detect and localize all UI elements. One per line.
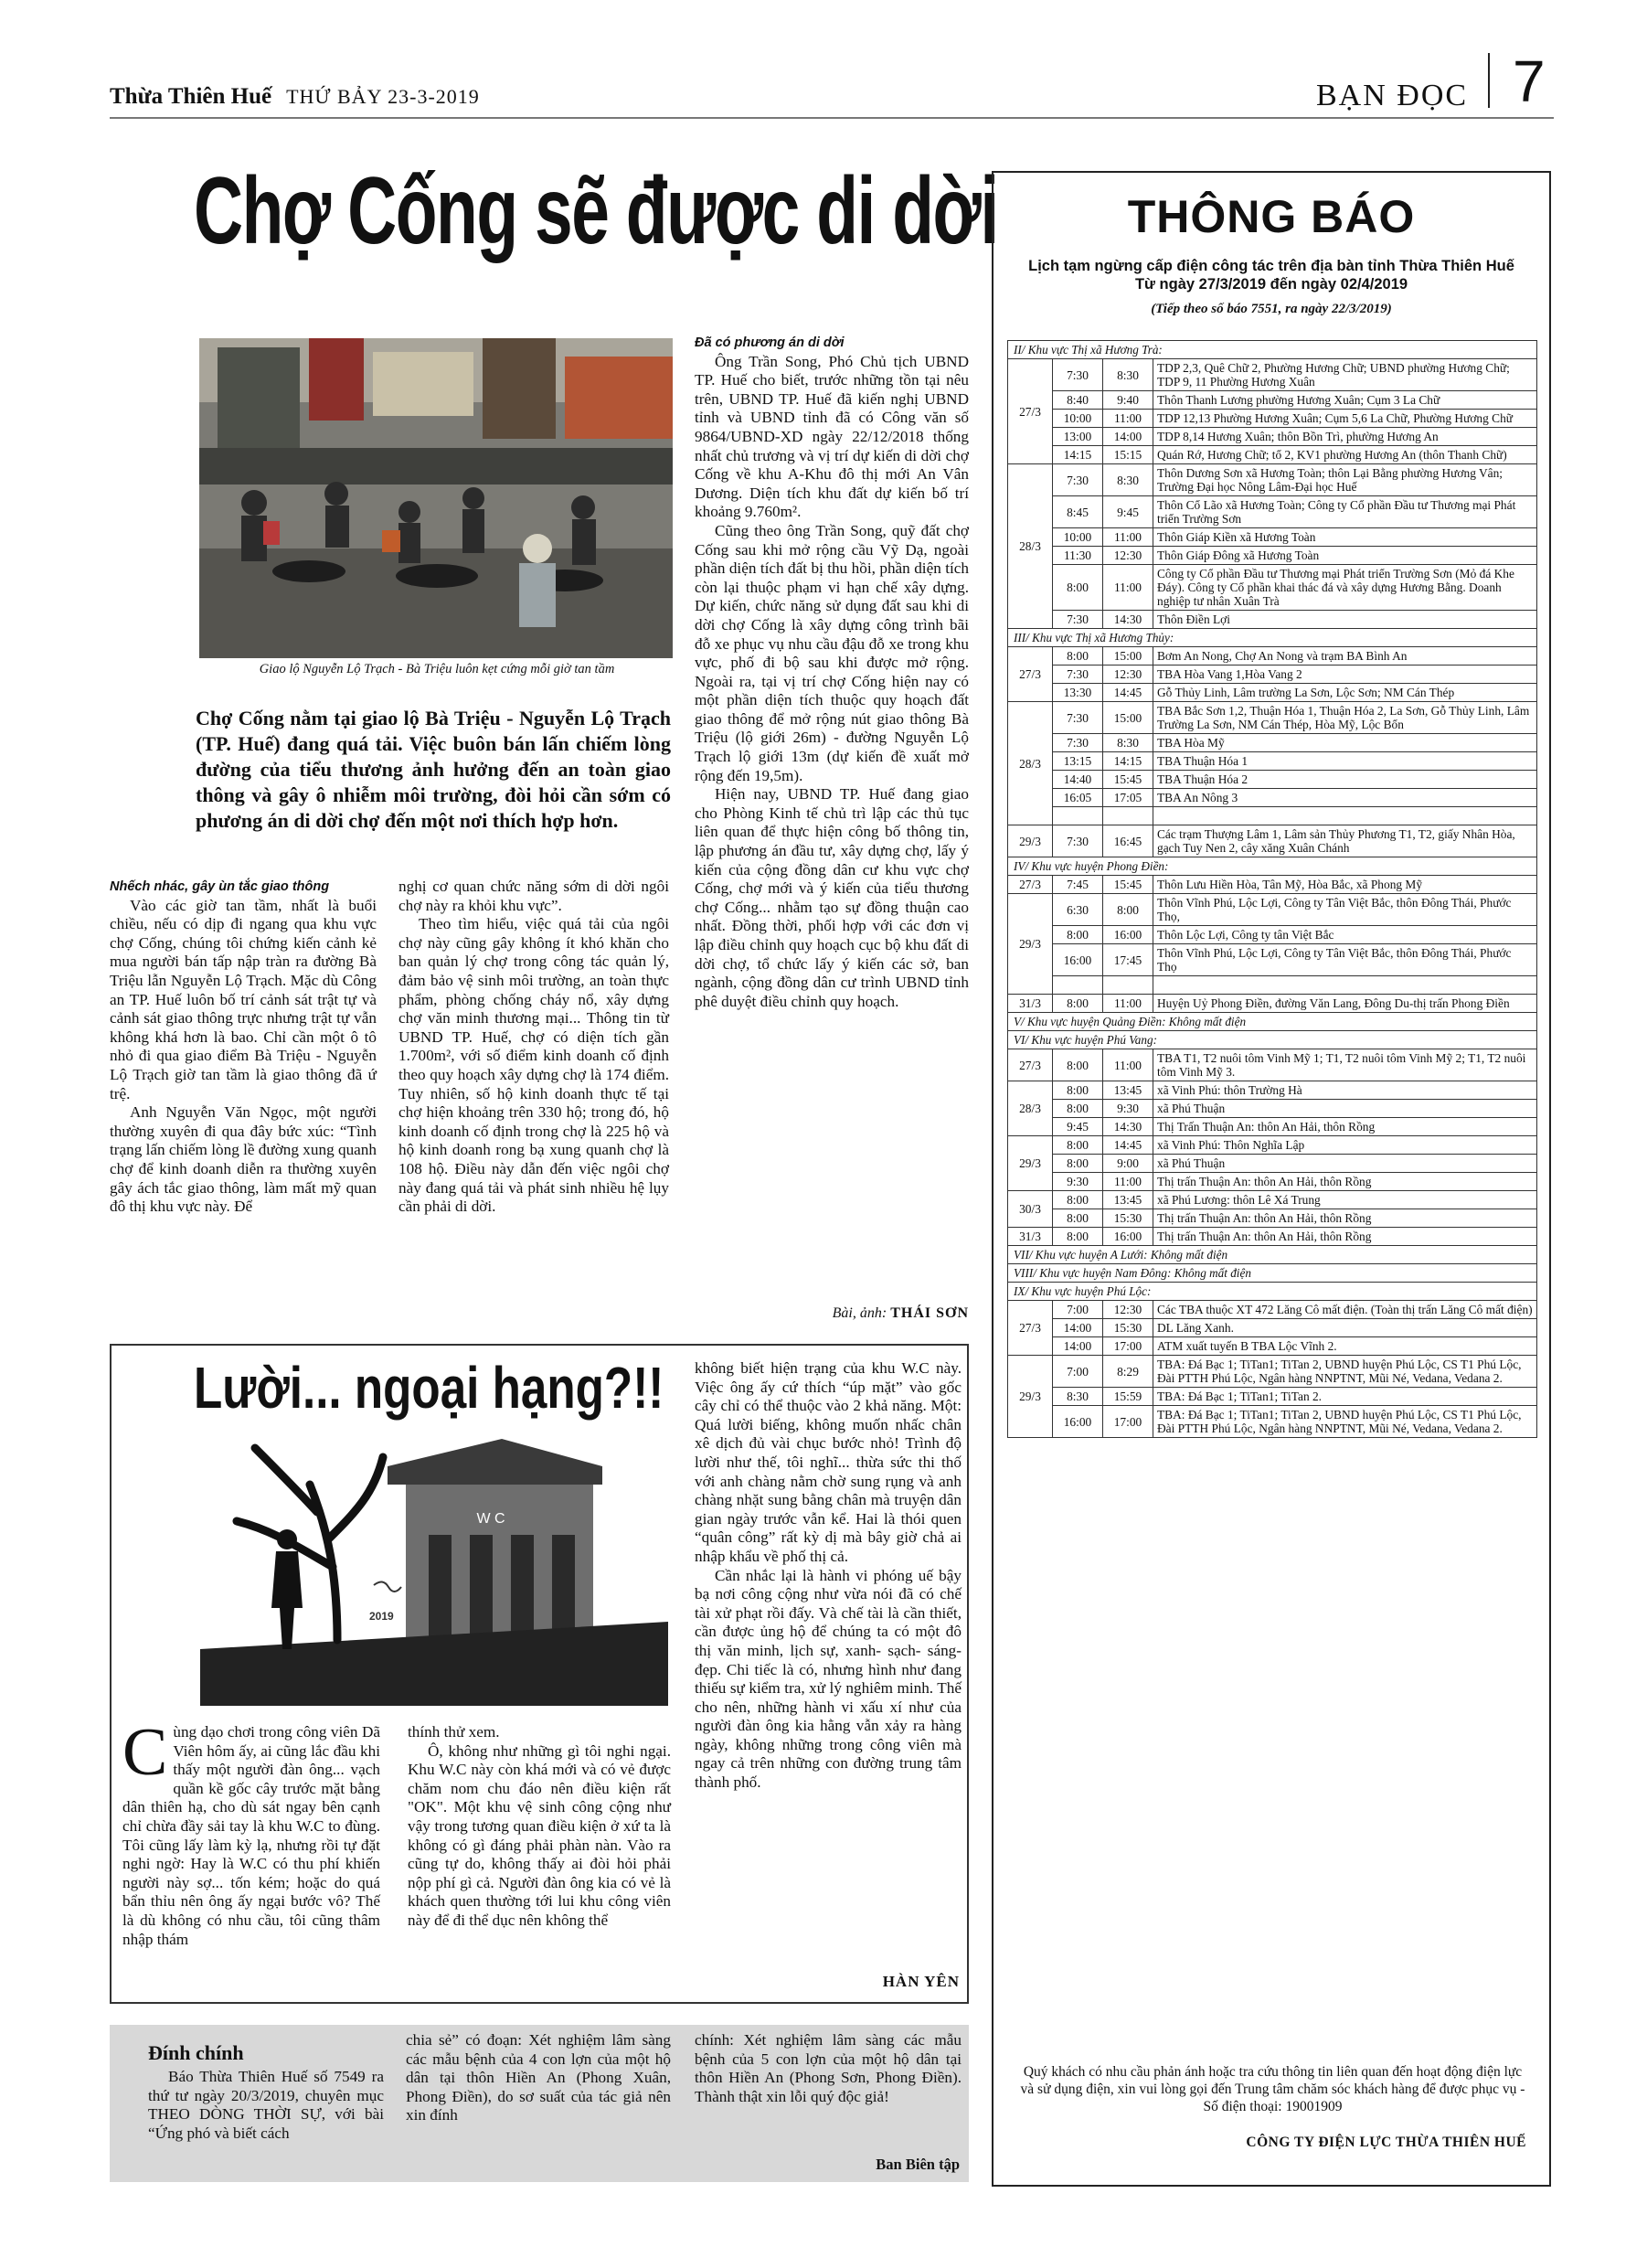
row-start-time: 8:30 (1053, 1388, 1103, 1406)
row-end-time: 15:45 (1103, 876, 1153, 894)
row-end-time: 11:00 (1103, 565, 1153, 611)
row-date: 28/3 (1008, 1081, 1053, 1136)
row-end-time: 9:45 (1103, 496, 1153, 528)
section-note: Không mất điện (1174, 1266, 1251, 1280)
row-area: Thôn Vĩnh Phú, Lộc Lợi, Công ty Tân Việt Bắc, thôn Đông Thái, Phước Thọ, (1153, 894, 1537, 926)
row-end-time: 14:45 (1103, 1136, 1153, 1155)
table-row (1008, 1301, 1537, 1319)
table-row (1008, 771, 1537, 789)
row-end-time: 17:00 (1103, 1406, 1153, 1438)
table-section-row (1008, 1013, 1537, 1031)
row-start-time: 8:00 (1053, 926, 1103, 944)
row-date: 29/3 (1008, 1136, 1053, 1191)
row-end-time: 9:00 (1103, 1155, 1153, 1173)
section-heading-text: V/ Khu vực huyện Quảng Điền: (1014, 1015, 1166, 1028)
article1-headline: Chợ Cống sẽ được di dời (194, 158, 998, 264)
row-end-time: 11:00 (1103, 995, 1153, 1013)
row-start-time: 13:30 (1053, 684, 1103, 702)
illustration-signature: 2019 (369, 1610, 394, 1623)
table-row (1008, 410, 1537, 428)
table-section-row (1008, 1283, 1537, 1301)
article1-byline (695, 1305, 969, 1322)
table-row (1008, 1388, 1537, 1406)
table-row (1008, 734, 1537, 752)
correction-column-2 (406, 2031, 671, 2125)
row-area: Các trạm Thượng Lâm 1, Lâm sản Thủy Phương T1, T2, giấy Nhân Hòa, gạch Tuy Nen 2, cây xăng Xuân Chánh (1153, 825, 1537, 857)
row-end-time: 12:30 (1103, 1301, 1153, 1319)
row-date: 28/3 (1008, 702, 1053, 825)
row-end-time: 17:45 (1103, 944, 1153, 976)
table-row (1008, 1319, 1537, 1337)
row-area: xã Phú Thuận (1153, 1100, 1537, 1118)
table-row (1008, 647, 1537, 665)
row-end-time: 8:30 (1103, 464, 1153, 496)
table-row (1008, 496, 1537, 528)
row-date: 27/3 (1008, 876, 1053, 894)
row-date: 27/3 (1008, 647, 1053, 702)
row-area: Huyện Uỷ Phong Điền, đường Văn Lang, Đông Du-thị trấn Phong Điền (1153, 995, 1537, 1013)
row-start-time: 14:15 (1053, 446, 1103, 464)
article2-headline: Lười... ngoại hạng?!! (194, 1355, 664, 1421)
table-section-row (1008, 341, 1537, 359)
outage-schedule-table (1007, 340, 1537, 1438)
paragraph: Vào các giờ tan tầm, nhất là buổi chiều, nếu có dịp đi ngang qua khu vực chợ Cống, chúng tôi chứng kiến cảnh kẻ mua người bán tấp nập tràn ra đường Bà Triệu lẫn Nguyễn Lộ Trạch. Mặc dù Công an TP. Huế luôn bố trí cảnh sát trật tự và cảnh sát giao thông trực nhưng trật tự vẫn không khá hơn là bao. Chỉ cần một ô tô nhỏ đi qua giao điểm Bà Triệu - Nguyễn Lộ Trạch giờ tan tầm là giao thông đã ứ trệ. (110, 896, 377, 1102)
row-area: Gỗ Thủy Linh, Lâm trường La Sơn, Lộc Sơn; NM Cán Thép (1153, 684, 1537, 702)
notice-footer: Quý khách có nhu cầu phản ánh hoặc tra cứu thông tin liên quan đến hoạt động điện lực và sử dụng điện, xin vui lòng gọi đến Trung tâm chăm sóc khách hàng để được phục vụ - Số điện thoại: 19001909 (1020, 2064, 1525, 2114)
paragraph: nghị cơ quan chức năng sớm di dời ngôi chợ này ra khỏi khu vực”. (398, 878, 669, 914)
row-start-time: 8:45 (1053, 496, 1103, 528)
paragraph: thính thử xem. (408, 1723, 500, 1741)
correction-column-3 (695, 2031, 962, 2106)
table-row (1008, 825, 1537, 857)
table-row (1008, 391, 1537, 410)
notice-signature: CÔNG TY ĐIỆN LỰC THỪA THIÊN HUẾ (1246, 2135, 1526, 2150)
row-start-time: 7:45 (1053, 876, 1103, 894)
row-area: Thôn Lưu Hiền Hòa, Tân Mỹ, Hòa Bắc, xã Phong Mỹ (1153, 876, 1537, 894)
row-date: 27/3 (1008, 359, 1053, 464)
row-end-time: 8:30 (1103, 359, 1153, 391)
table-row (1008, 702, 1537, 734)
table-row (1008, 528, 1537, 547)
row-start-time: 14:00 (1053, 1337, 1103, 1356)
row-area: TBA Bắc Sơn 1,2, Thuận Hóa 1, Thuận Hóa 2, La Sơn, Gỗ Thủy Linh, Lâm Trường La Sơn, NM Cán Thép, Hòa Mỹ, Lộc Bổn (1153, 702, 1537, 734)
row-end-time: 11:00 (1103, 1173, 1153, 1191)
row-end-time: 15:30 (1103, 1319, 1153, 1337)
paragraph: Cần nhắc lại là hành vi phóng uế bậy bạ nơi công cộng như vừa nói đã có chế tài xử phạt rồi đấy. Và chế tài là cần thiết, cần được ủng hộ để chúng ta có một đô thị văn minh, lịch sự, xanh- sạch- sáng-đẹp. Chi tiếc là có, nhưng hình như đang thiếu sự kiểm tra, xử lý nghiêm minh. Thế cho nên, những hành vi xấu xí như của người đàn ông kia hằng vẫn xảy ra hàng ngày, không những trong công viên mà ngay cả trên những con đường trung tâm thành phố. (695, 1566, 962, 1792)
row-area: TBA: Đá Bạc 1; TiTan1; TiTan 2, UBND huyện Phú Lộc, CS T1 Phú Lộc, Đài PTTH Phú Lộc, Ngân hàng NNPTNT, Mũi Né, Vedana, Vedana 2. (1153, 1356, 1537, 1388)
row-area: TBA Hòa Mỹ (1153, 734, 1537, 752)
section-heading: III/ Khu vực Thị xã Hương Thủy: (1008, 629, 1537, 647)
table-section-row (1008, 857, 1537, 876)
paragraph: Ông Trần Song, Phó Chủ tịch UBND TP. Huế cho biết, trước những tồn tại nêu trên, UBND TP. Huế đã kiến nghị UBND tỉnh và UBND tỉnh đã có Công văn số 9864/UBND-XD ngày 22/12/2018 thống nhất chủ trương và vị trí dự kiến di dời chợ Cống về khu A-Khu đô thị mới An Vân Dương. Diện tích khu đất dự kiến bố trí khoảng 9.760m². (695, 352, 969, 521)
table-row (1008, 1191, 1537, 1209)
row-area: TBA: Đá Bạc 1; TiTan1; TiTan 2. (1153, 1388, 1537, 1406)
table-row (1008, 976, 1537, 995)
paragraph: Cũng theo ông Trần Song, quỹ đất chợ Cống sau khi mở rộng cầu Vỹ Dạ, ngoài phần diện tích đất bị thu hồi, phần diện tích còn lại thuộc phạm vi hạn chế xây dựng. Dự kiến, chức năng sử dụng đất sau khi di dời chợ Cống là xây dựng công trình bãi đỗ xe phục vụ nhu cầu đậu đỗ xe trong khu vực, phố đi bộ sau khi được mở rộng. Ngoài ra, tại vị trí chợ Cống hiện nay có một phần diện tích thuộc quy hoạch đất giao thông để mở rộng nút giao thông Bà Triệu (lộ giới 26m) - đường Nguyễn Lộ Trạch lộ giới 13m (dự kiến đề xuất mở rộng đến 19,5m). (695, 521, 969, 784)
article1-column-2 (398, 878, 669, 1217)
row-area: Thôn Cổ Lão xã Hương Toàn; Công ty Cổ phần Đầu tư Thương mại Phát triển Trường Sơn (1153, 496, 1537, 528)
subheading: Đã có phương án di dời (695, 335, 845, 350)
section-heading (1008, 1246, 1537, 1264)
row-end-time: 11:00 (1103, 410, 1153, 428)
row-end-time: 13:45 (1103, 1081, 1153, 1100)
row-area: TBA: Đá Bạc 1; TiTan1; TiTan 2, UBND huyện Phú Lộc, CS T1 Phú Lộc, Đài PTTH Phú Lộc, Ngân hàng NNPTNT, Mũi Né, Vedana, Vedana 2. (1153, 1406, 1537, 1438)
table-row (1008, 1081, 1537, 1100)
row-end-time: 17:05 (1103, 789, 1153, 807)
section-heading: II/ Khu vực Thị xã Hương Trà: (1008, 341, 1537, 359)
row-area: TBA Thuận Hóa 1 (1153, 752, 1537, 771)
row-start-time: 14:40 (1053, 771, 1103, 789)
row-date: 29/3 (1008, 825, 1053, 857)
row-end-time: 11:00 (1103, 1049, 1153, 1081)
row-start-time: 8:40 (1053, 391, 1103, 410)
row-date: 30/3 (1008, 1191, 1053, 1228)
paragraph: Anh Nguyễn Văn Ngọc, một người thường xuyên đi qua đây bức xúc: “Tình trạng lấn chiếm lòng lề đường xung quanh chợ để kinh doanh diễn ra thường xuyên gây ách tắc giao thông, làm mất mỹ quan đô thị khu vực này. Để (110, 1103, 377, 1216)
row-end-time: 9:30 (1103, 1100, 1153, 1118)
row-date: 31/3 (1008, 995, 1053, 1013)
row-end-time: 15:59 (1103, 1388, 1153, 1406)
row-start-time: 16:00 (1053, 1406, 1103, 1438)
article2-column-1 (122, 1715, 380, 1949)
section-heading-text: VIII/ Khu vực huyện Nam Đông: (1014, 1266, 1172, 1280)
correction-column-1 (148, 2068, 384, 2143)
photo-caption: Giao lộ Nguyễn Lộ Trạch - Bà Triệu luôn kẹt cứng mỗi giờ tan tầm (259, 662, 615, 676)
table-row (1008, 1173, 1537, 1191)
section-note: Không mất điện (1168, 1015, 1247, 1028)
table-row (1008, 1049, 1537, 1081)
section-heading (1008, 1264, 1537, 1283)
row-start-time: 8:00 (1053, 1155, 1103, 1173)
byline-author: THÁI SƠN (890, 1305, 969, 1321)
row-start-time: 11:30 (1053, 547, 1103, 565)
row-end-time: 8:29 (1103, 1356, 1153, 1388)
notice-date-range: Từ ngày 27/3/2019 đến ngày 02/4/2019 (1134, 276, 1408, 293)
row-start-time: 14:00 (1053, 1319, 1103, 1337)
table-row (1008, 611, 1537, 629)
table-row (1008, 995, 1537, 1013)
table-row (1008, 565, 1537, 611)
row-end-time: 11:00 (1103, 528, 1153, 547)
row-start-time: 10:00 (1053, 410, 1103, 428)
row-start-time: 7:30 (1053, 611, 1103, 629)
row-start-time: 7:30 (1053, 665, 1103, 684)
row-end-time: 12:30 (1103, 665, 1153, 684)
row-start-time: 8:00 (1053, 995, 1103, 1013)
row-start-time: 8:00 (1053, 1228, 1103, 1246)
table-row (1008, 876, 1537, 894)
article2-byline: HÀN YÊN (882, 1973, 960, 1990)
row-end-time: 15:15 (1103, 446, 1153, 464)
table-row (1008, 1337, 1537, 1356)
row-start-time: 10:00 (1053, 528, 1103, 547)
row-area: xã Vinh Phú: thôn Trường Hà (1153, 1081, 1537, 1100)
masthead (110, 84, 480, 110)
row-area: TBA Hòa Vang 1,Hòa Vang 2 (1153, 665, 1537, 684)
notice-title: THÔNG BÁO (1127, 191, 1416, 242)
table-row (1008, 1228, 1537, 1246)
table-row (1008, 1100, 1537, 1118)
section-heading: IX/ Khu vực huyện Phú Lộc: (1008, 1283, 1537, 1301)
article1-column-1 (110, 878, 377, 1217)
paragraph: Theo tìm hiểu, việc quá tải của ngôi chợ này cũng gây không ít khó khăn cho ban quản lý chợ trong công tác quản lý, đảm bảo vệ sinh môi trường, an toàn thực phẩm, phòng chống cháy nổ, xây dựng chợ văn minh thương mại... Thông tin từ UBND TP. Huế, chợ có diện tích gần 1.700m², với số điểm kinh doanh cố định theo quy hoạch xây dựng chợ là 174 điểm. Tuy nhiên, số hộ kinh doanh thực tế tại chợ hiện khoảng trên 330 hộ; trong đó, hộ kinh doanh cố định trong chợ là 225 hộ và hộ kinh doanh rong bạ xung quanh chợ là 108 hộ. Điều này dẫn đến việc ngôi chợ này đang quá tải và phát sinh nhiều hệ lụy cần phải di dời. (398, 915, 669, 1216)
article1-column-3 (695, 334, 969, 1011)
table-row (1008, 359, 1537, 391)
table-row (1008, 1406, 1537, 1438)
market-photo (199, 338, 673, 658)
section-heading (1008, 1013, 1537, 1031)
article1-lead: Chợ Cống nằm tại giao lộ Bà Triệu - Nguyễn Lộ Trạch (TP. Huế) đang quá tải. Việc buôn bán lấn chiếm lòng đường của tiểu thương ảnh hưởng đến an toàn giao thông và gây ô nhiễm môi trường, đòi hỏi cần sớm có phương án di dời chợ đến một nơi thích hợp hơn. (196, 707, 671, 832)
table-row (1008, 807, 1537, 825)
row-area: Thôn Giáp Đông xã Hương Toàn (1153, 547, 1537, 565)
row-end-time: 15:30 (1103, 1209, 1153, 1228)
row-start-time: 7:30 (1053, 825, 1103, 857)
paragraph (122, 1715, 380, 1949)
correction-title: Đính chính (148, 2041, 244, 2064)
paragraph: Báo Thừa Thiên Huế số 7549 ra thứ tư ngày 20/3/2019, chuyên mục THEO DÒNG THỜI SỰ, với bài “Ứng phó và biết cách (148, 2068, 384, 2142)
article2-column-2 (408, 1723, 671, 1931)
row-end-time: 14:00 (1103, 428, 1153, 446)
table-section-row (1008, 1246, 1537, 1264)
row-start-time: 8:00 (1053, 1100, 1103, 1118)
row-end-time: 8:30 (1103, 734, 1153, 752)
row-start-time: 16:00 (1053, 944, 1103, 976)
row-date: 29/3 (1008, 1356, 1053, 1438)
table-section-row (1008, 629, 1537, 647)
row-end-time: 13:45 (1103, 1191, 1153, 1209)
row-start-time: 7:00 (1053, 1301, 1103, 1319)
row-area: Các TBA thuộc XT 472 Lăng Cô mất điện. (Toàn thị trấn Lăng Cô mất điện) (1153, 1301, 1537, 1319)
row-end-time: 16:00 (1103, 1228, 1153, 1246)
table-row (1008, 1155, 1537, 1173)
row-date: 27/3 (1008, 1049, 1053, 1081)
row-date: 27/3 (1008, 1301, 1053, 1356)
section-note: Không mất điện (1150, 1248, 1228, 1262)
row-start-time: 8:00 (1053, 647, 1103, 665)
row-end-time: 9:40 (1103, 391, 1153, 410)
row-area: Thị trấn Thuận An: thôn An Hải, thôn Rồng (1153, 1228, 1537, 1246)
paragraph: chính: Xét nghiệm lâm sàng các mẫu bệnh của 5 con lợn của một hộ dân tại thôn Hiền An (Phong Sơn, Phong Điền). Thành thật xin lỗi quý độc giả! (695, 2031, 962, 2105)
row-start-time: 8:00 (1053, 1081, 1103, 1100)
row-start-time: 8:00 (1053, 1049, 1103, 1081)
row-area: Thôn Dương Sơn xã Hương Toàn; thôn Lại Bằng phường Hương Vân; Trường Đại học Nông Lâm-Đại học Huế (1153, 464, 1537, 496)
row-area: ATM xuất tuyến B TBA Lộc Vĩnh 2. (1153, 1337, 1537, 1356)
table-section-row (1008, 1264, 1537, 1283)
table-row (1008, 464, 1537, 496)
table-row (1008, 684, 1537, 702)
row-end-time: 15:00 (1103, 647, 1153, 665)
row-start-time: 7:30 (1053, 464, 1103, 496)
row-start-time: 7:30 (1053, 702, 1103, 734)
table-row (1008, 428, 1537, 446)
row-area: Thôn Thanh Lương phường Hương Xuân; Cụm 3 La Chữ (1153, 391, 1537, 410)
row-area: Thị Trấn Thuận An: thôn An Hải, thôn Rồng (1153, 1118, 1537, 1136)
row-area: Quán Rớ, Hương Chữ; tổ 2, KV1 phường Hương An (thôn Thanh Chữ) (1153, 446, 1537, 464)
drop-cap: C (122, 1715, 168, 1790)
row-area (1153, 807, 1537, 825)
row-start-time: 9:45 (1053, 1118, 1103, 1136)
section-heading-text: VII/ Khu vực huyện A Lưới: (1014, 1248, 1148, 1262)
row-area: Thị trấn Thuận An: thôn An Hải, thôn Rồng (1153, 1173, 1537, 1191)
row-end-time: 8:00 (1103, 894, 1153, 926)
article2-column-3 (695, 1359, 962, 1793)
table-row (1008, 547, 1537, 565)
row-area: TBA T1, T2 nuôi tôm Vinh Mỹ 1; T1, T2 nuôi tôm Vinh Mỹ 2; T1, T2 nuôi tôm Vinh Mỹ 3. (1153, 1049, 1537, 1081)
page-number: 7 (1513, 48, 1546, 114)
row-end-time: 16:00 (1103, 926, 1153, 944)
row-end-time: 12:30 (1103, 547, 1153, 565)
header-divider (1488, 53, 1490, 108)
row-start-time: 7:30 (1053, 359, 1103, 391)
section-heading: IV/ Khu vực huyện Phong Điền: (1008, 857, 1537, 876)
row-area: xã Vinh Phú: Thôn Nghĩa Lập (1153, 1136, 1537, 1155)
row-start-time: 13:15 (1053, 752, 1103, 771)
row-area: TDP 8,14 Hương Xuân; thôn Bồn Trì, phường Hương An (1153, 428, 1537, 446)
section-name: BẠN ĐỌC (1316, 79, 1469, 112)
issue-date: THỨ BẢY 23-3-2019 (286, 85, 480, 108)
table-section-row (1008, 1031, 1537, 1049)
row-end-time (1103, 976, 1153, 995)
table-row (1008, 894, 1537, 926)
row-end-time: 16:45 (1103, 825, 1153, 857)
row-area: Bơm An Nong, Chợ An Nong và trạm BA Bình An (1153, 647, 1537, 665)
table-row (1008, 1118, 1537, 1136)
row-area: TBA Thuận Hóa 2 (1153, 771, 1537, 789)
row-area: TBA An Nông 3 (1153, 789, 1537, 807)
wc-illustration (200, 1430, 668, 1706)
paragraph: chia sẻ” có đoạn: Xét nghiệm lâm sàng các mẫu bệnh của 4 con lợn của một hộ dân tại thôn Hiền An (Phong Xuân, Phong Điền), do sơ suất của tác giả nên xin đính (406, 2031, 671, 2124)
table-row (1008, 1209, 1537, 1228)
row-start-time: 8:00 (1053, 1136, 1103, 1155)
row-area: TDP 2,3, Quê Chữ 2, Phường Hương Chữ; UBND phường Hương Chữ; TDP 9, 11 Phường Hương Xuân (1153, 359, 1537, 391)
row-start-time (1053, 976, 1103, 995)
row-area: xã Phú Thuận (1153, 1155, 1537, 1173)
wc-sign: W C (476, 1511, 505, 1527)
row-area: Thôn Giáp Kiền xã Hương Toàn (1153, 528, 1537, 547)
notice-subtitle: Lịch tạm ngừng cấp điện công tác trên địa bàn tỉnh Thừa Thiên Huế (1028, 258, 1514, 274)
row-area: Thôn Điền Lợi (1153, 611, 1537, 629)
row-area (1153, 976, 1537, 995)
row-end-time: 15:00 (1103, 702, 1153, 734)
table-row (1008, 944, 1537, 976)
row-area: Công ty Cổ phần Đầu tư Thương mại Phát triển Trường Sơn (Mỏ đá Khe Đáy). Công ty Cổ phần khai thác đá và xây dựng Hương Bằng. Doanh nghiệp tư nhân Xuân Trà (1153, 565, 1537, 611)
row-end-time: 15:45 (1103, 771, 1153, 789)
row-end-time: 14:30 (1103, 1118, 1153, 1136)
row-area: Thôn Lộc Lợi, Công ty tân Việt Bắc (1153, 926, 1537, 944)
paragraph: không biết hiện trạng của khu W.C này. Việc ông ấy cứ thích “úp mặt” vào gốc cây chỉ có thể thuộc vào 2 khả năng. Một: Quá lười biếng, không muốn nhấc chân xê dịch đủ vài chục bước nhỏ! Trình độ lười như thế, tôi nghĩ... thừa sức thi thố với anh chàng nằm chờ sung rụng và anh chàng nhặt sung bằng chân mà truyện dân gian ngày trước vẫn kể. Hai là thói quen “quân công” rất kỳ dị mà bây giờ chả ai nhập khẩu về phố thị cả. (695, 1359, 962, 1565)
paragraph: Ô, không như những gì tôi nghi ngại. Khu W.C này còn khá mới và có vẻ được chăm nom chu đáo nên điều kiện rất "OK". Một khu vệ sinh công cộng như vậy trong tương quan điều kiện ở xứ ta là không có gì đáng phải phàn nàn. Vào ra cũng tự do, không thấy ai đòi hỏi phải nộp phí gì cả. Người đàn ông kia có vẻ là khách quen thường tới lui khu công viên này để đi thể dục nên không thể (408, 1741, 671, 1929)
table-row (1008, 1136, 1537, 1155)
row-end-time: 14:30 (1103, 611, 1153, 629)
paragraph-text: ùng dạo chơi trong công viên Dã Viên hôm ấy, ai cũng lắc đầu khi thấy một người đàn ông... vạch quần kề gốc cây trước mặt bằng dân thiên hạ, cho dù sát ngay bên cạnh chỉ chừa đầy sải tay là khu W.C to đùng. Tôi cũng lấy làm kỳ lạ, nhưng rồi tự đặt nghi ngờ: Hay là W.C có thu phí khiến người này sợ... tốn kém; hoặc do quá bẩn thỉu nên ông ấy ngại bước vô? Thế là dù không có nhu cầu, tôi cũng thâm nhập thám (122, 1723, 380, 1948)
table-row (1008, 752, 1537, 771)
row-area: xã Phú Lương: thôn Lê Xá Trung (1153, 1191, 1537, 1209)
row-date: 31/3 (1008, 1228, 1053, 1246)
header-rule (110, 117, 1554, 119)
row-start-time: 13:00 (1053, 428, 1103, 446)
row-start-time: 7:30 (1053, 734, 1103, 752)
subheading: Nhếch nhác, gây ùn tắc giao thông (110, 879, 330, 894)
section-heading: VI/ Khu vực huyện Phú Vang: (1008, 1031, 1537, 1049)
newspaper-name: Thừa Thiên Huế (110, 84, 272, 109)
table-row (1008, 446, 1537, 464)
row-start-time: 16:05 (1053, 789, 1103, 807)
table-row (1008, 789, 1537, 807)
table-row (1008, 1356, 1537, 1388)
row-start-time: 9:30 (1053, 1173, 1103, 1191)
row-area: DL Lăng Xanh. (1153, 1319, 1537, 1337)
byline-prefix: Bài, ảnh: (832, 1305, 887, 1321)
row-area: TDP 12,13 Phường Hương Xuân; Cụm 5,6 La Chữ, Phường Hương Chữ (1153, 410, 1537, 428)
row-area: Thôn Vĩnh Phú, Lộc Lợi, Công ty Tân Việt Bắc, thôn Đông Thái, Phước Thọ (1153, 944, 1537, 976)
row-end-time (1103, 807, 1153, 825)
row-start-time: 8:00 (1053, 565, 1103, 611)
row-area: Thị trấn Thuận An: thôn An Hải, thôn Rồng (1153, 1209, 1537, 1228)
row-start-time (1053, 807, 1103, 825)
row-end-time: 14:45 (1103, 684, 1153, 702)
correction-byline: Ban Biên tập (876, 2156, 960, 2173)
row-start-time: 8:00 (1053, 1191, 1103, 1209)
row-end-time: 17:00 (1103, 1337, 1153, 1356)
row-start-time: 7:00 (1053, 1356, 1103, 1388)
paragraph: Hiện nay, UBND TP. Huế đang giao cho Phòng Kinh tế chủ trì lập các thủ tục liên quan để thực hiện công bố thông tin, lập phương án đầu tư, xây dựng chợ, lấy ý kiến của cộng đồng dân cư khu vực chợ Cống, chợ mới và ý kiến của tiểu thương chợ Cống... nhằm tạo sự đồng thuận cao nhất. Đồng thời, phối hợp với các đơn vị lập điều chỉnh quy hoạch cục bộ khu đất di dời chợ, tổ chức lấy ý kiến các sở, ban ngành, cộng đồng dân cư trình UBND tỉnh phê duyệt điều chỉnh quy hoạch. (695, 785, 969, 1010)
row-date: 29/3 (1008, 894, 1053, 995)
row-date: 28/3 (1008, 464, 1053, 629)
row-start-time: 6:30 (1053, 894, 1103, 926)
row-start-time: 8:00 (1053, 1209, 1103, 1228)
row-end-time: 14:15 (1103, 752, 1153, 771)
table-row (1008, 665, 1537, 684)
table-row (1008, 926, 1537, 944)
notice-reference: (Tiếp theo số báo 7551, ra ngày 22/3/2019) (1151, 302, 1392, 316)
